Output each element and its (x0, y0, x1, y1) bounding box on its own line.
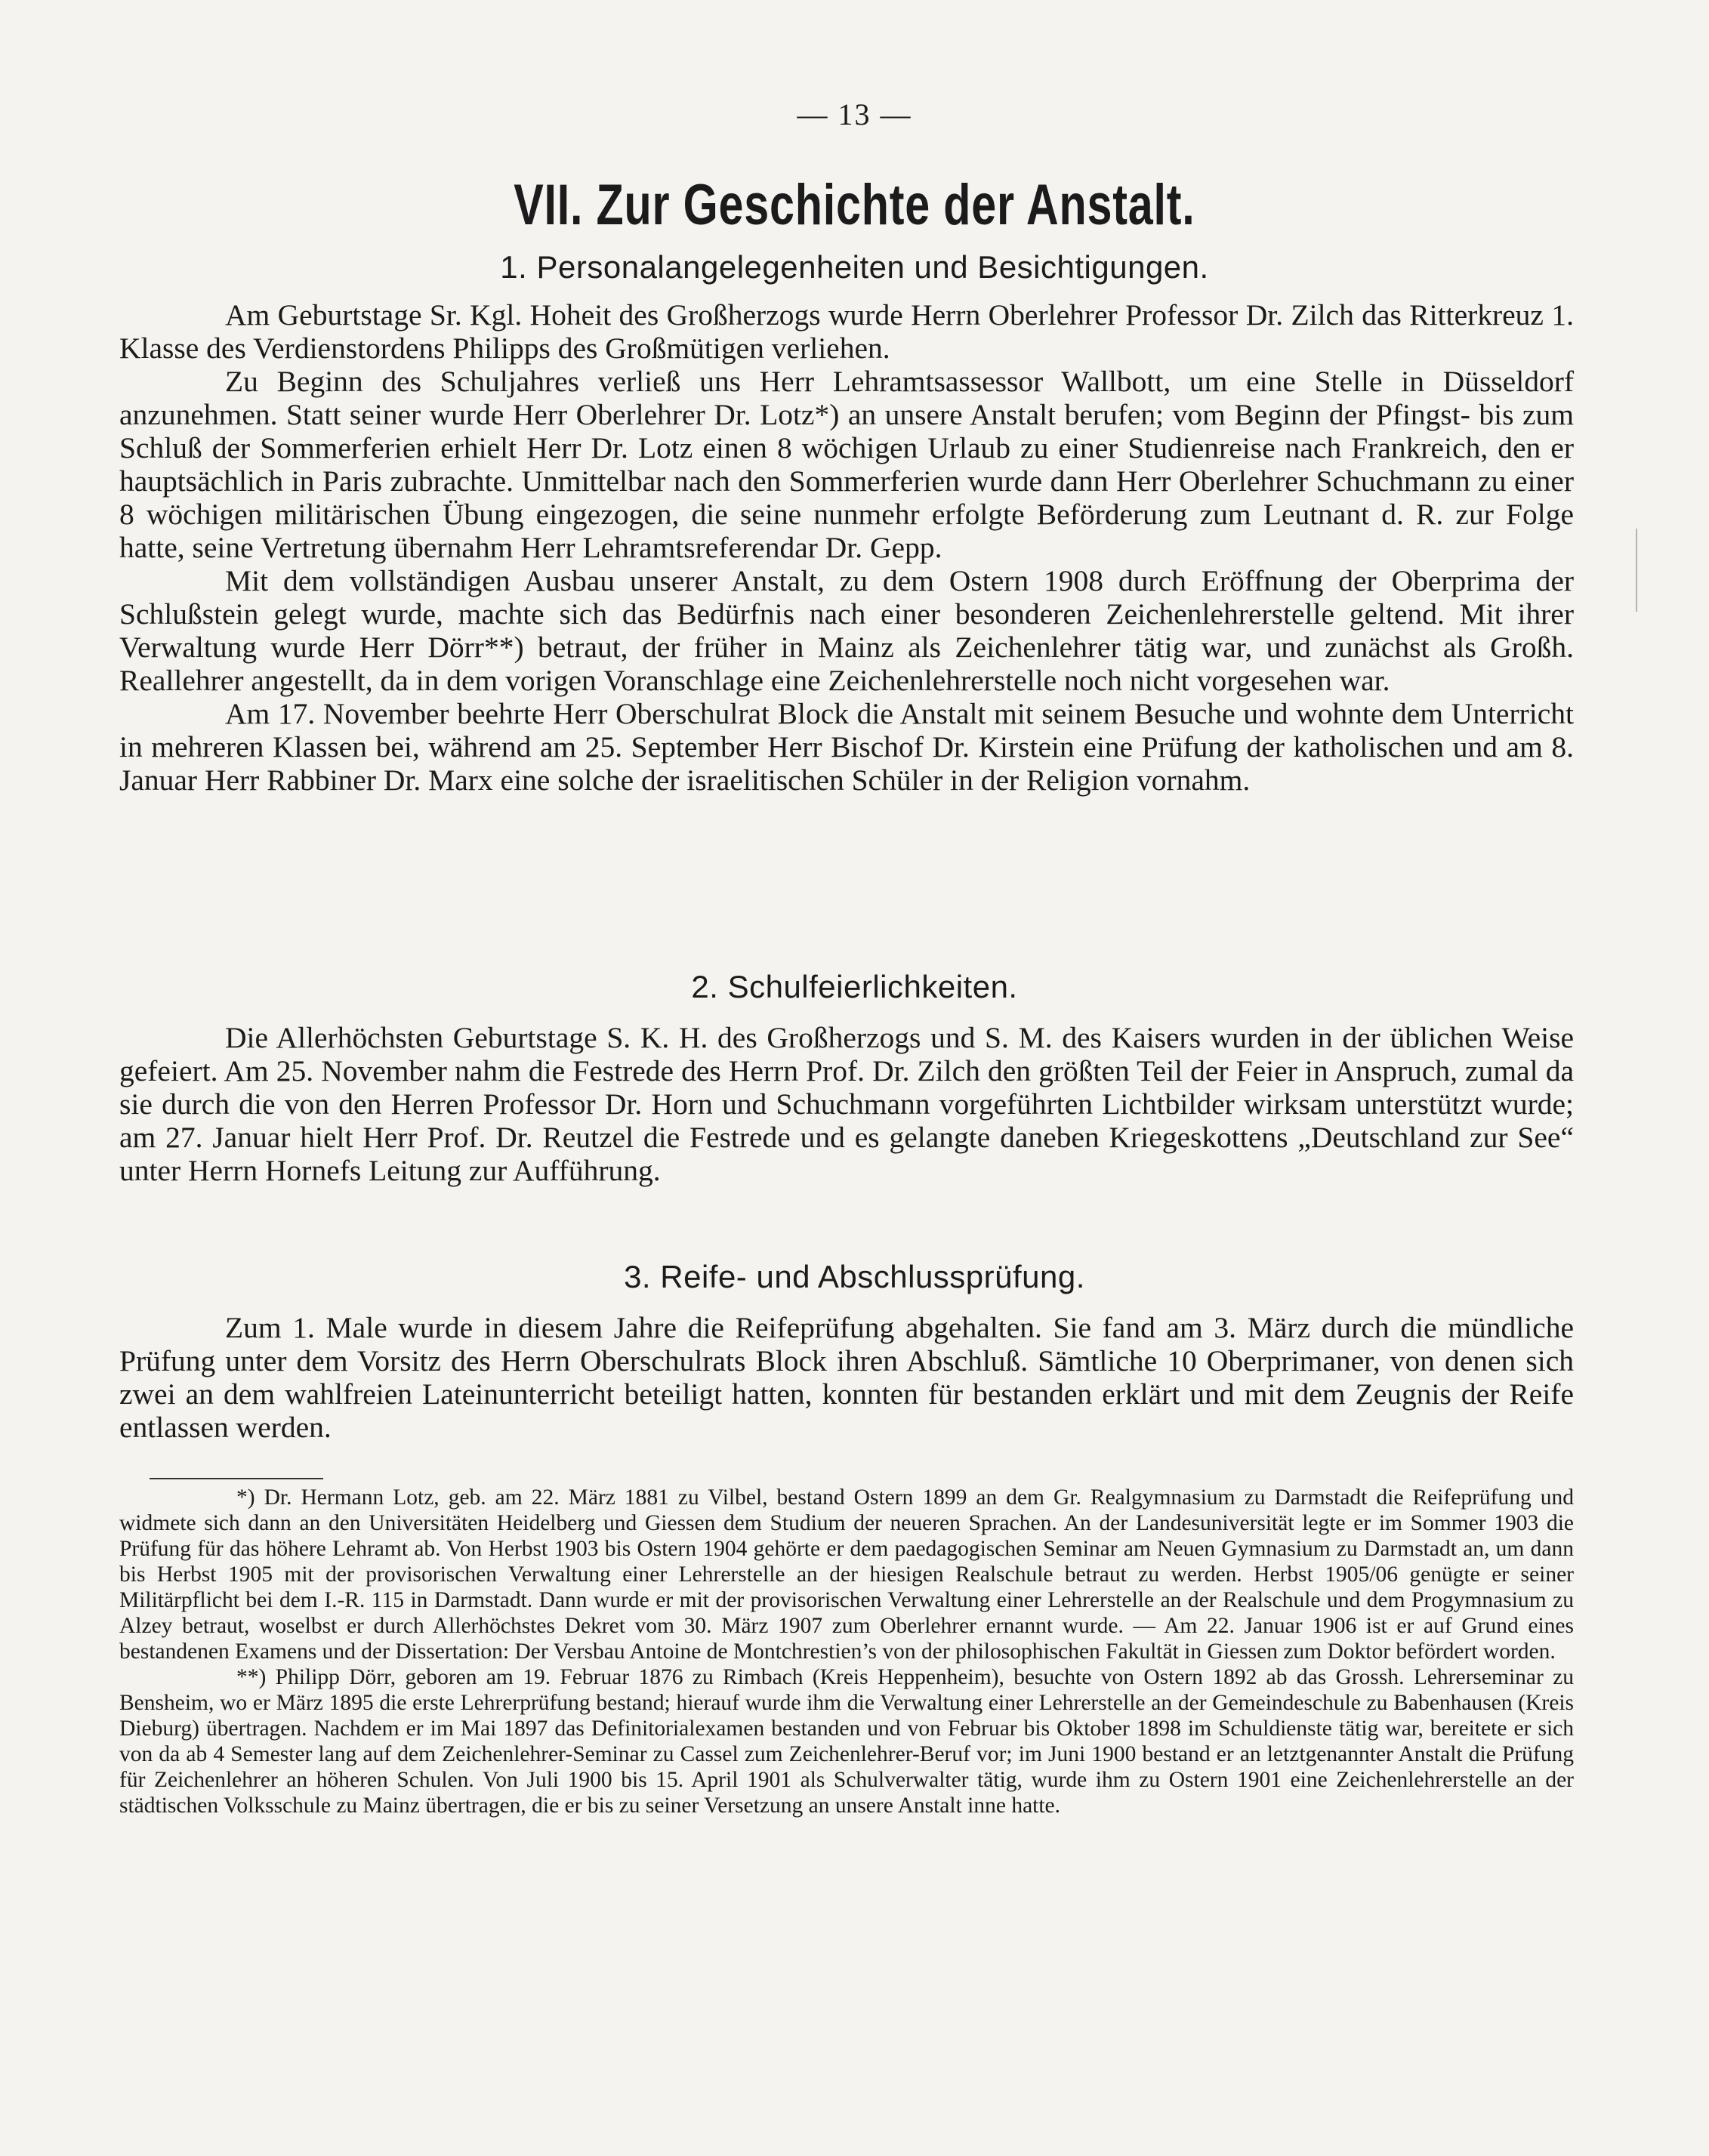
margin-mark (1636, 529, 1637, 612)
paragraph: Zu Beginn des Schuljahres verließ uns Herr Lehramtsassessor Wallbott, um eine Stelle in Düsseldorf anzunehmen. Statt seiner wurde Herr Oberlehrer Dr. Lotz*) an unsere Anstalt berufen; vom Beginn der Pfingst- bis zum Schluß der Sommerferien erhielt Herr Dr. Lotz einen 8 wöchigen Urlaub zu einer Studienreise nach Frankreich, den er hauptsächlich in Paris zubrachte. Unmittelbar nach den Sommerferien wurde dann Herr Oberlehrer Schuchmann zu einer 8 wöchigen militärischen Übung eingezogen, die seine nunmehr erfolgte Beförderung zum Leutnant d. R. zur Folge hatte, seine Vertretung übernahm Herr Lehramtsreferendar Dr. Gepp. (119, 365, 1574, 564)
footnotes (119, 1485, 1574, 1818)
paragraph: Am 17. November beehrte Herr Oberschulrat Block die Anstalt mit seinem Besuche und wohnte dem Unterricht in mehreren Klassen bei, während am 25. September Herr Bischof Dr. Kirstein eine Prüfung der katholischen und am 8. Januar Herr Rabbiner Dr. Marx eine solche der israelitischen Schüler in der Religion vornahm. (119, 697, 1574, 797)
footnote-separator (150, 1478, 323, 1479)
footnote-doerr: **) Philipp Dörr, geboren am 19. Februar 1876 zu Rimbach (Kreis Heppenheim), besuchte von Ostern 1892 ab das Grossh. Lehrerseminar zu Bensheim, wo er März 1895 die erste Lehrerprüfung bestand; hierauf wurde ihm die Verwaltung einer Lehrerstelle an der Gemeindeschule zu Babenhausen (Kreis Dieburg) übertragen. Nachdem er im Mai 1897 das Definitorialexamen bestanden und von Februar bis Oktober 1898 im Schuldienste tätig war, bereitete er sich von da ab 4 Semester lang auf dem Zeichenlehrer-Seminar zu Cassel zum Zeichenlehrer-Beruf vor; im Juni 1900 bestand er an letztgenannter Anstalt die Prüfung für Zeichenlehrer an höheren Schulen. Von Juli 1900 bis 15. April 1901 als Schulverwalter tätig, wurde ihm zu Ostern 1901 eine Zeichenlehrerstelle an der städtischen Volksschule zu Mainz übertragen, die er bis zu seiner Versetzung an unsere Anstalt inne hatte. (119, 1665, 1574, 1818)
section-body-festivities (119, 1021, 1574, 1187)
section-body-personal (119, 298, 1574, 797)
footnote-lotz: *) Dr. Hermann Lotz, geb. am 22. März 1881 zu Vilbel, bestand Ostern 1899 an dem Gr. Realgymnasium zu Darmstadt die Reifeprüfung und widmete sich dann an den Universitäten Heidelberg und Giessen dem Studium der neueren Sprachen. An der Landesuniversität legte er im Sommer 1903 die Prüfung für das höhere Lehramt ab. Von Herbst 1903 bis Ostern 1904 gehörte er dem paedagogischen Seminar am Neuen Gymnasium zu Darmstadt an, um dann bis Herbst 1905 mit der provisorischen Verwaltung einer Lehrerstelle an der hiesigen Realschule betraut zu werden. Herbst 1905/06 genügte er seiner Militärpflicht bei dem I.-R. 115 in Darmstadt. Dann wurde er mit der provisorischen Verwaltung einer Lehrerstelle an der Realschule und dem Progymnasium zu Alzey betraut, woselbst er durch Allerhöchstes Dekret vom 30. März 1907 zum Oberlehrer ernannt wurde. — Am 22. Januar 1906 ist er auf Grund eines bestandenen Examens und der Dissertation: Der Versbau Antoine de Montchrestien’s von der philosophischen Fakultät in Giessen zum Doktor befördert worden. (119, 1485, 1574, 1664)
paragraph: Zum 1. Male wurde in diesem Jahre die Reifeprüfung abgehalten. Sie fand am 3. März durch die mündliche Prüfung unter dem Vorsitz des Herrn Oberschulrats Block ihren Abschluß. Sämtliche 10 Oberprimaner, von denen sich zwei an dem wahlfreien Lateinunterricht beteiligt hatten, konnten für bestanden erklärt und mit dem Zeugnis der Reife entlassen werden. (119, 1311, 1574, 1444)
paragraph: Am Geburtstage Sr. Kgl. Hoheit des Großherzogs wurde Herrn Oberlehrer Professor Dr. Zilch das Ritterkreuz 1. Klasse des Verdienstordens Philipps des Großmütigen verliehen. (119, 298, 1574, 365)
chapter-title: VII. Zur Geschichte der Anstalt. (514, 173, 1195, 237)
paragraph: Die Allerhöchsten Geburtstage S. K. H. des Großherzogs und S. M. des Kaisers wurden in der üblichen Weise gefeiert. Am 25. November nahm die Festrede des Herrn Prof. Dr. Zilch den größten Teil der Feier in Anspruch, zumal da sie durch die von den Herren Professor Dr. Horn und Schuchmann vorgeführten Lichtbilder wirksam unterstützt wurde; am 27. Januar hielt Herr Prof. Dr. Reutzel die Festrede und es gelangte daneben Kriegeskottens „Deutschland zur See“ unter Herrn Hornefs Leitung zur Aufführung. (119, 1021, 1574, 1187)
section-heading-exams: 3. Reife- und Abschlussprüfung. (624, 1259, 1085, 1294)
section-body-exams (119, 1311, 1574, 1444)
paragraph: Mit dem vollständigen Ausbau unserer Anstalt, zu dem Ostern 1908 durch Eröffnung der Oberprima der Schlußstein gelegt wurde, machte sich das Bedürfnis nach einer besonderen Zeichenlehrerstelle geltend. Mit ihrer Verwaltung wurde Herr Dörr**) betraut, der früher in Mainz als Zeichenlehrer tätig war, und zunächst als Großh. Reallehrer angestellt, da in dem vorigen Voranschlage eine Zeichenlehrerstelle noch nicht vorgesehen war. (119, 564, 1574, 697)
page-number: — 13 — (797, 97, 912, 131)
section-heading-personal: 1. Personalangelegenheiten und Besichtigungen. (500, 249, 1209, 285)
section-heading-festivities: 2. Schulfeierlichkeiten. (691, 969, 1018, 1004)
